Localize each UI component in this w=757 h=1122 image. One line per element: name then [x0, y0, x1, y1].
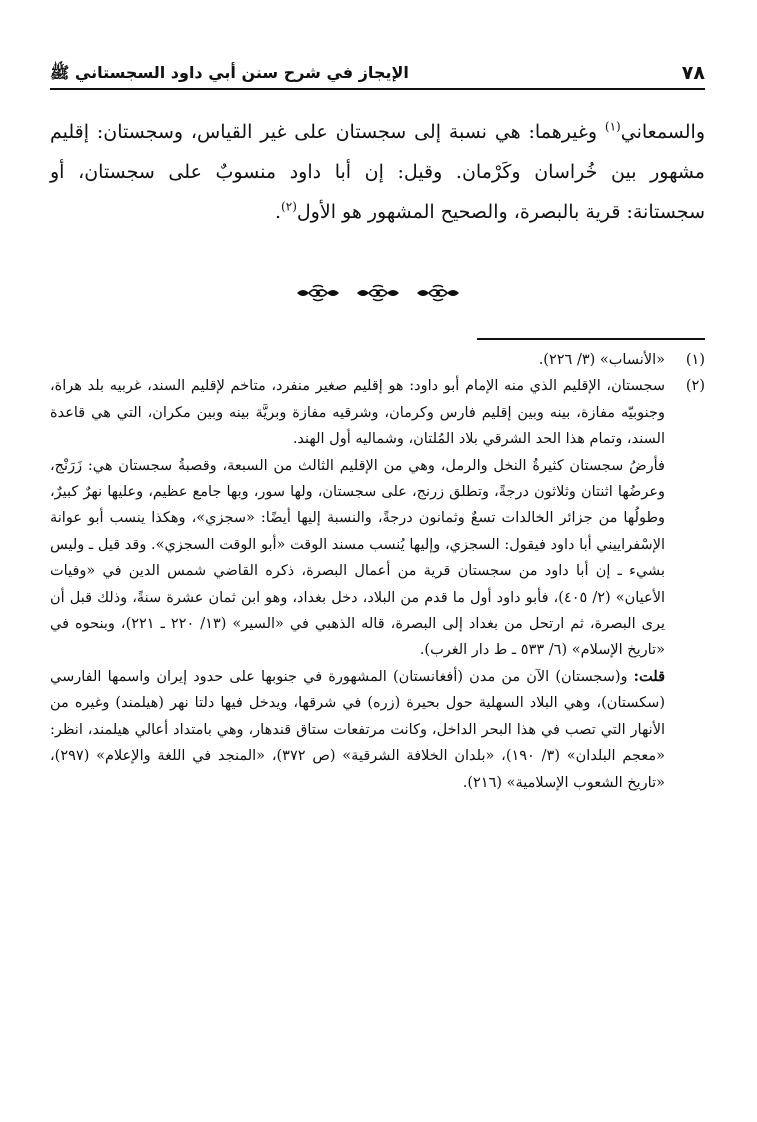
main-paragraph	[50, 112, 705, 232]
footnote-body	[50, 347, 665, 373]
main-text	[50, 112, 705, 232]
flourish-center-icon	[355, 284, 401, 302]
footnotes	[50, 347, 705, 796]
running-header	[50, 50, 705, 84]
footnote-paragraph: فأرضُ سجستان كثيرةُ النخل والرمل، وهي من الإقليم الثالث من السبعة، وقصبةُ سجستان هي: زَرَنْج، وعرضُها اثنتان وثلاثون درجةً، وتطلق زرنج، على سجستان، ولها سور، وبها جامع عظيم، وعليها نهرٌ كبيرٌ، وطولُها من جزائر الخالدات تسعٌ وثمانون درجةً، والنسبة إليها أيضًا: «سجزي»، وهكذا ينسب أبو عوانة الإسْفراييني أبا داود فيقول: السجزي، وإليها يُنسب مسند الوقت «أبو الوقت السجزي». وقد قيل ـ وليس بشيء ـ إن أبا داود من سجستان قرية من أعمال البصرة، ذكره القاضي شمس الدين في «وفيات الأعيان» (٢/ ٤٠٥)، فأبو داود أول ما قدم من البلاد، دخل بغداد، وهو ابن ثمان عشرة سنةً، وذلك قبل أن يرى البصرة، ثم ارتحل من بغداد إلى البصرة، قاله الذهبي في «السير» (١٣/ ٢٢٠ ـ ٢٢١)، وبنحوه في «تاريخ الإسلام» (٦/ ٥٣٣ ـ ط دار الغرب).	[50, 457, 666, 659]
footnote-1	[50, 347, 705, 373]
flourish-left-icon	[415, 284, 461, 302]
main-text-end: .	[275, 201, 282, 223]
footnote-separator	[477, 338, 705, 340]
header-rule	[50, 88, 705, 90]
footnote-paragraph-qult	[50, 664, 665, 796]
footnote-number: (١)	[685, 352, 705, 368]
book-page	[50, 0, 705, 1122]
running-title: الإيجاز في شرح سنن أبي داود السجستاني ﷺ	[50, 63, 409, 82]
footnote-ref-1[interactable]: (١)	[604, 119, 621, 134]
footnote-ref-2[interactable]: (٢)	[281, 199, 297, 214]
page-number: ٧٨	[681, 62, 705, 84]
flourish-ornament	[50, 282, 705, 304]
footnote-paragraph: «الأنساب» (٣/ ٢٢٦).	[538, 352, 665, 368]
flourish-right-icon	[295, 284, 341, 302]
qult-label: قلت:	[633, 667, 665, 685]
main-text-body: وغيرهما: هي نسبة إلى سجستان على غير القياس، وسجستان: إقليم مشهور بين خُراسان وكَرْمان. وقيل: إن أبا داود منسوبٌ على سجستان، أو سجستانة: قرية بالبصرة، والصحيح المشهور هو الأول	[50, 121, 705, 223]
footnote-paragraph: سجستان، الإقليم الذي منه الإمام أبو داود: هو إقليم صغير منفرد، متاخم لإقليم السند، غربيه بلد هراة، وجنوبيّه مفازة، بينه وبين إقليم فارس وكرمان، وشرقيه مفازة وبريَّة بينه وبين مكران، التي هي قاعدة السند، وتمام هذا الحد الشرقي بلاد المُلتان، وشماليه أول الهند.	[50, 378, 665, 448]
footnote-number: (٢)	[685, 378, 705, 395]
footnote-2	[50, 373, 705, 796]
qult-text: و(سجستان) الآن من مدن (أفغانستان) المشهورة في جنوبها على حدود إيران واسمها الفارسي (سكستان)، وهي البلاد السهلية حول بحيرة (زره) في شرقها، ويدخل فيها دلتا نهر (هيلمند) وغيره من الأنهار التي تصب في هذا البحر الداخل، وكانت مرتفعات ستاق قندهار، وهي بامتداد أعالي هيلمند، انظر: «معجم البلدان» (٣/ ١٩٠)، «بلدان الخلافة الشرقية» (ص ٣٧٢)، «المنجد في اللغة والإعلام» (٢٩٧)، «تاريخ الشعوب الإسلامية» (٢١٦).	[50, 668, 665, 791]
footnote-body	[50, 373, 665, 796]
main-text-start: والسمعاني	[620, 121, 705, 143]
